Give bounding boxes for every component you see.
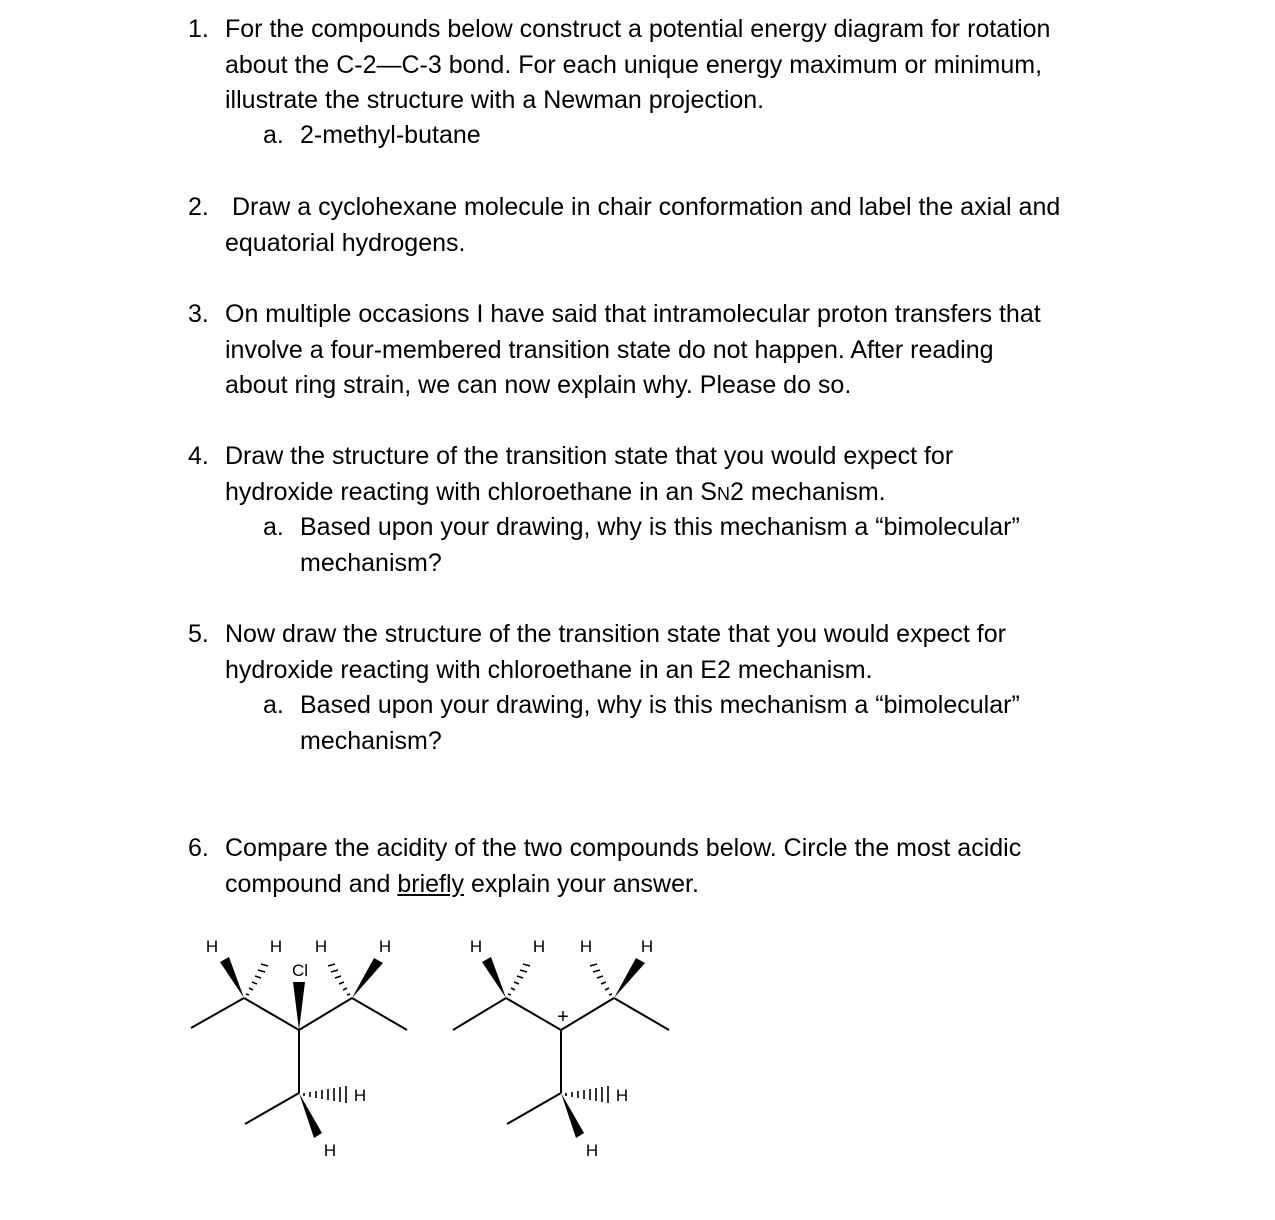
subquestion-text: 2-methyl-butane — [300, 121, 481, 149]
question-text-line: Compare the acidity of the two compounds below. Circle the most acidic — [225, 834, 1022, 862]
bond — [245, 1093, 299, 1124]
question-text-line: hydroxide reacting with chloroethane in an E2 mechanism. — [225, 655, 873, 684]
bond — [453, 998, 506, 1030]
atom-label-h: H — [378, 937, 392, 956]
bond — [244, 998, 299, 1030]
question-text-line: about the C-2—C-3 bond. For each unique energy maximum or minimum, — [225, 50, 1043, 79]
question-number: 6. — [188, 834, 209, 862]
wedge-bond — [293, 982, 305, 1030]
subquestion-text: Based upon your drawing, why is this mechanism a “bimolecular” — [300, 691, 1020, 719]
question-text-line: involve a four-membered transition state do not happen. After reading — [225, 335, 994, 364]
subquestion-text: mechanism? — [300, 726, 442, 755]
question-text-line: On multiple occasions I have said that intramolecular proton transfers that — [225, 300, 1041, 328]
bond — [561, 998, 614, 1030]
bond — [191, 998, 244, 1028]
question-text-segment: 2 mechanism. — [729, 477, 886, 506]
atom-label-h: H — [323, 1141, 337, 1160]
wedge-bond — [299, 1093, 322, 1138]
bond — [506, 998, 561, 1030]
subquestion-letter: a. — [263, 691, 284, 719]
subscript-n: N — [716, 483, 730, 504]
question-text-segment: explain your answer. — [464, 869, 699, 898]
atom-label-cl: Cl — [291, 961, 309, 980]
question-text-line: For the compounds below construct a potential energy diagram for rotation — [225, 15, 1051, 43]
question-text-line: illustrate the structure with a Newman projection. — [225, 86, 765, 114]
underlined-word: briefly — [397, 869, 465, 898]
question-number: 3. — [188, 300, 209, 328]
atom-label-h: H — [314, 937, 328, 956]
question-text-line: about ring strain, we can now explain why. Please do so. — [225, 371, 852, 399]
atom-label-h: H — [353, 1086, 367, 1105]
question-text-segment: hydroxide reacting with chloroethane in an S — [225, 477, 717, 506]
wedge-bond — [614, 958, 645, 998]
atom-label-h: H — [532, 937, 546, 956]
atom-label-h: H — [615, 1086, 629, 1105]
question-text-line: Now draw the structure of the transition state that you would expect for — [225, 620, 1006, 648]
atom-label-h: H — [579, 937, 593, 956]
hash-bond — [566, 1086, 608, 1103]
atom-label-h: H — [640, 937, 654, 956]
bond — [507, 1093, 561, 1124]
atom-label-h: H — [269, 937, 283, 956]
question-text-segment: compound and — [225, 869, 398, 898]
question-number: 4. — [188, 442, 209, 470]
question-number: 2. — [188, 193, 209, 221]
question-number: 1. — [188, 15, 209, 43]
hash-bond — [508, 964, 530, 995]
subquestion-letter: a. — [263, 121, 284, 149]
hash-bond — [246, 964, 268, 995]
wedge-bond — [220, 957, 244, 998]
atom-label-h: H — [469, 937, 483, 956]
hash-bond — [328, 964, 350, 995]
bond — [299, 998, 352, 1030]
question-number: 5. — [188, 620, 209, 648]
wedge-bond — [482, 957, 506, 998]
hash-bond — [304, 1086, 346, 1103]
question-text-line: Draw a cyclohexane molecule in chair conformation and label the axial and — [232, 193, 1061, 221]
question-text-line: equatorial hydrogens. — [225, 228, 466, 257]
question-text-line: Draw the structure of the transition state that you would expect for — [225, 442, 954, 470]
atom-label-h: H — [205, 937, 219, 956]
atom-label-h: H — [585, 1141, 599, 1160]
bond — [352, 998, 407, 1030]
hash-bond — [590, 964, 612, 995]
subquestion-text: Based upon your drawing, why is this mechanism a “bimolecular” — [300, 513, 1020, 541]
wedge-bond — [561, 1093, 584, 1138]
subquestion-text: mechanism? — [300, 548, 442, 577]
bond — [614, 998, 669, 1030]
wedge-bond — [352, 958, 383, 998]
subquestion-letter: a. — [263, 513, 284, 541]
cation-charge: + — [557, 1006, 569, 1028]
